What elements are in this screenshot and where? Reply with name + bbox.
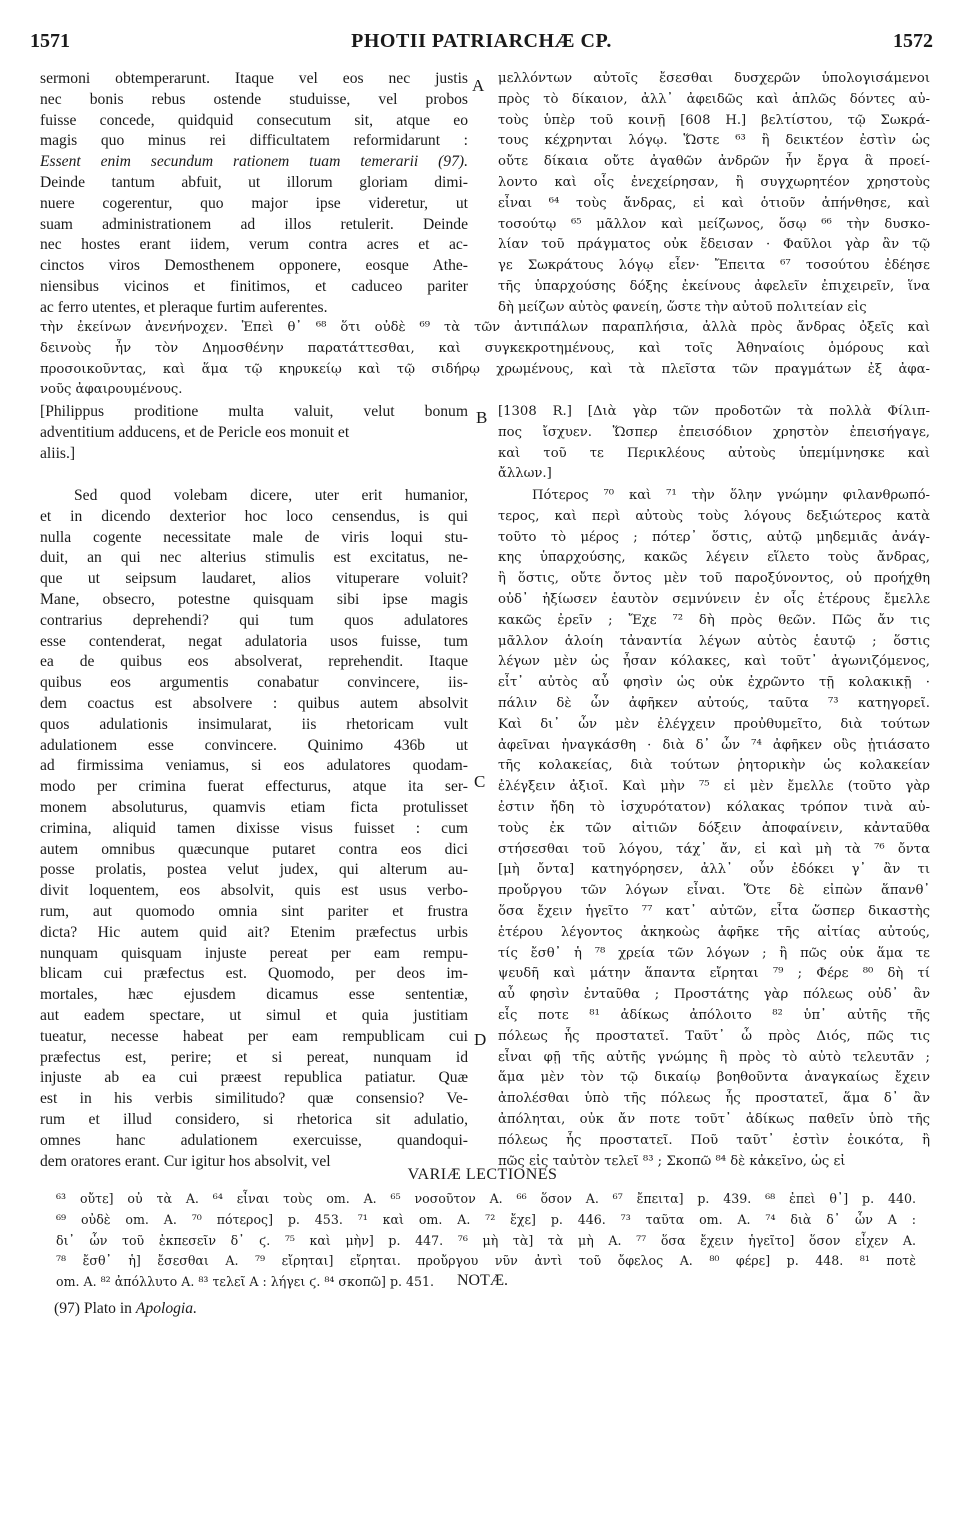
text-line: τοῦτο τὸ μέρος ; πότερ᾽ ὅστις, αὐτῷ μηδεμιᾶς ἀνάγ- (498, 529, 930, 545)
text-line: τίς ἔσθ᾽ ἡ ⁷⁸ χρεία τῶν λόγων ; ἢ πῶς οὐκ ἅμα τε (498, 945, 930, 961)
text-line: Καὶ δι᾽ ὧν μὲν ἐλέγχειν προὐθυμεῖτο, διὰ τούτων (498, 716, 930, 732)
text-line: τους κέχρηνται λόγῳ. Ὥστε ⁶³ ἢ δεικτέον ἐστὶν ὡς (498, 133, 930, 149)
text-line: Essent enim secundum rationem tuam temerarii (97). (40, 153, 468, 171)
text-line: τοὺς ἐκ τῶν αἰτιῶν δόξειν ἀποφαίνειν, κἀνταῦθα (498, 820, 930, 836)
text-line: nunquam quisquam injuste pereat per eam rempu- (40, 944, 468, 962)
text-line: ἀπόληται, οὐκ ἄν ποτε τοῦτ᾽ ἀδίκως παθεῖν ὑπὸ τῆς (498, 1111, 930, 1127)
variant-line: ⁶⁹ οὐδὲ om. A. ⁷⁰ πότερος] p. 453. ⁷¹ καὶ om. A. ⁷² ἔχε] p. 446. ⁷³ ταῦτα om. A. ⁷⁴ διὰ δ᾽ ὧν A : (56, 1211, 916, 1227)
variant-line: δι᾽ ὧν τοῦ ἐκπεσεῖν δ᾽ ϛ. ⁷⁵ καὶ μὴν] p. 447. ⁷⁶ μὴ τὰ] τὰ μὴ A. ⁷⁷ ὅσα ἔχειν ἡγεῖτο] ὅσον εἶχεν A. (56, 1232, 916, 1248)
text-line: autem omnibus quæcunque putaret contra eos dici (40, 840, 468, 858)
greek-full-width (40, 318, 930, 401)
text-line: προὔργου τῶν λόγων εἶναι. Ὅτε δὲ εἰπὼν ἅπανθ᾽ (498, 883, 930, 899)
footnote-work: Apologia. (135, 1300, 197, 1317)
text-line: πόλεως ἧς προστατεῖ. Ποῦ ταῦτ᾽ ἐστὶν ἐοικότα, ἢ (498, 1132, 930, 1148)
latin-column-b (40, 402, 468, 464)
text-line: mortales, hæc ejusdem dicamus esse sententiæ, (40, 986, 468, 1004)
text-line: κακῶς ἐρεῖν ; Ἔχε ⁷² δὴ πρὸς θεῶν. Πῶς ἄν τις (498, 612, 930, 628)
text-line: καὶ τοῦ τε Περικλέους αὐτοὺς ὑπεμίμνησκε καὶ (498, 445, 930, 461)
text-line: τοσούτῳ ⁶⁵ μᾶλλον καὶ μείζωνος, ὅσῳ ⁶⁶ τὴν δυσκο- (498, 216, 930, 232)
text-line: adventitium adducens, et de Pericle eos monuit et (40, 423, 350, 441)
text-line: προσοικοῦντας, καὶ ἅμα τῷ κηρυκείῳ καὶ τῷ σιδήρῳ χρωμένους, καὶ τὰ πλεῖστα τῶν πραγμάτων ἐξ ἀφα- (40, 361, 930, 377)
text-line: omnes hanc adulationem exercuisse, quandoqui- (40, 1131, 468, 1149)
text-line: ἑτέρου λέγοντος ἀκηκοὼς ἀφῆκε τῆς αἰτίας αὐτούς, (498, 924, 930, 940)
text-line: ἄλλων.] (498, 466, 552, 482)
text-line: divit loquentem, eos absolvit, quis est usus verbo- (40, 882, 468, 900)
text-line: λοντο καὶ οἷς ἐνεχείρησαν, ἢ συγχωρητέον χρηστοὺς (498, 174, 930, 190)
margin-marker-d: D (474, 1030, 487, 1049)
text-line: præfectus est, perire; et si pereat, nunquam id (40, 1048, 468, 1066)
text-line: nulla cogente necessitate male de viris loqui stu- (40, 528, 468, 546)
running-title: PHOTII PATRIARCHÆ CP. (351, 30, 612, 52)
text-line: fuisse concede, quidquid consecutum sit, atque eo (40, 111, 468, 129)
text-line: cinctos viros Demosthenem opponere, eosque Athe- (40, 257, 468, 275)
text-line: dem oratores erant. Cur igitur hos absolvit, vel (40, 1152, 331, 1170)
text-line: quibus eos argumentis conabatur convincere, iis- (40, 674, 468, 692)
text-line: contrarius deprehendi? qui tum quos adulatores (40, 611, 468, 629)
text-line: τερος, καὶ περὶ αὐτοὺς τοὺς λόγους δεξιώτερος κατὰ (498, 508, 930, 524)
text-line: ἐλέγξειν ἀξιοῖ. Καὶ μὴν ⁷⁵ εἰ μὲν ἔμελλε (τοῦτο γὰρ (498, 779, 930, 795)
text-line: ea de quibus eos absolverat, reprehendit. Itaque (40, 653, 468, 671)
text-line: οὔτε δίκαια οὔτε ἀγαθῶν ἀνδρῶν ἦν ἔργα ἃ προεί- (498, 154, 930, 170)
text-line: adulationem esse convincere. Quinimo 436b ut (40, 736, 468, 754)
text-line: magis quo minus rei difficultatem reformidarunt : (40, 132, 468, 150)
text-line: dem coactus est absolvere : quibus autem absolvit (40, 694, 468, 712)
text-line: αὖ φησὶν ἐνταῦθα ; Προστάτης γὰρ πόλεως οὐδ᾽ ἂν (498, 987, 930, 1003)
footnote-97 (54, 1300, 197, 1318)
text-line: injuste ab ea cui præest republica patiatur. Quæ (40, 1069, 468, 1087)
text-line: τῆς κολακείας, διὰ τούτων ῥητορικὴν ὡς κολακείαν (498, 758, 930, 774)
text-line: monem absoluturus, quamvis etiam ficta protulisset (40, 798, 468, 816)
text-line: ὅσα ἔχειν ἡγεῖτο ⁷⁷ κατ᾽ αὐτῶν, εἶτα ὥσπερ δικαστὴς (498, 903, 930, 919)
greek-column-main (498, 486, 930, 1172)
latin-column-top (40, 69, 468, 319)
running-header (30, 30, 933, 60)
greek-column-b (498, 402, 930, 485)
text-line: πόλεως ἧς προστατεῖ. Ταῦτ᾽ ὦ πρὸς Διός, πῶς τις (498, 1028, 930, 1044)
text-line: πος ἴσχυεν. Ὥσπερ ἐπεισόδιον χρηστὸν ἐπεισήγαγε, (498, 424, 930, 440)
variant-line: om. A. ⁸² ἀπόλλυτο A. ⁸³ τελεῖ A : λήγει ϛ. ⁸⁴ σκοπῶ] p. 451. (56, 1274, 435, 1290)
text-line: εἶναι ⁶⁴ τοὺς ἄνδρας, εἰ καὶ ὁτιοῦν ἀπήνθησε, καὶ (498, 195, 930, 211)
text-line: ἀφεῖναι ἠναγκάσθη · διὰ δ᾽ ὧν ⁷⁴ ἀφῆκεν οὓς ᾐτιάσατο (498, 737, 930, 753)
text-line: εἶναι φῇ τῆς αὐτῆς γνώμης ἢ πρὸς τὸ αὐτὸ τελευτᾶν ; (498, 1049, 930, 1065)
text-line: blicam cui præfectus est. Quomodo, per deos im- (40, 965, 468, 983)
page-number-right: 1572 (893, 30, 933, 52)
text-line: τῆς ὑπαρχούσης δόξης ἐκείνους ἀφελεῖν ἐπιχειρεῖν, ἵνα (498, 278, 930, 294)
text-line: ἐστιν ἤδη τὸ ἰσχυρότατον) κόλακας τρόπον τινὰ αὐ- (498, 799, 930, 815)
text-line: niensibus vicinos et finitimos, et caduceo pariter (40, 277, 468, 295)
text-line: κης ὑπαρχούσης, κακῶς λέγειν εἵλετο τοὺς ἄνδρας, (498, 550, 930, 566)
text-line: τοὺς ὑπὲρ τοῦ κοινῇ [608 H.] βελτίστου, τῷ Σωκρά- (498, 112, 930, 128)
text-line: dicta? Hic autem quid ait? Etenim præfectus urbis (40, 923, 468, 941)
footnote-number: (97) (54, 1300, 80, 1317)
greek-column-top (498, 69, 930, 319)
text-line: ἀπολέσθαι ὑπὸ τῆς πόλεως ἧς προστατεῖ, ἅμα δ᾽ ἂν (498, 1091, 930, 1107)
variant-line: ⁶³ οὔτε] οὐ τὰ A. ⁶⁴ εἶναι τοὺς om. A. ⁶⁵ νοσοῦτον A. ⁶⁶ ὅσον A. ⁶⁷ ἔπειτα] p. 439. ⁶⁸ ἐπεὶ θ᾽] p. 440. (56, 1191, 916, 1206)
footnote-text: Plato in (83, 1300, 132, 1317)
text-line: Πότερος ⁷⁰ καὶ ⁷¹ τὴν ὅλην γνώμην φιλανθρωπό- (532, 488, 930, 503)
text-line: γε Σωκράτους λόγῳ εἶεν· Ἔπειτα ⁶⁷ τοσούτου ἐδέησε (498, 258, 930, 274)
page-number-left: 1571 (30, 30, 70, 52)
text-line: rum, aut quomodo omnia sint pariter et frustra (40, 902, 468, 920)
text-line: est in his verbis similitudo? quæ consensio? Ve- (40, 1090, 468, 1108)
text-line: Deinde tantum abfuit, ut illorum gloriam dimi- (40, 173, 468, 191)
text-line: et in dicendo dexterior hoc loco censendus, is qui (40, 507, 468, 525)
text-line: λέγων μὲν ὡς ἦσαν κόλακες, καὶ τοῦτ᾽ ἀγωνιζόμενος, (498, 654, 930, 670)
text-line: [1308 R.] [Διὰ γὰρ τῶν προδοτῶν τὰ πολλὰ Φίλιπ- (498, 404, 930, 419)
text-line: ad firmissima veniamus, si eos adulatores quodam- (40, 757, 468, 775)
text-line: ac ferro utentes, et pleraque furtim auferentes. (40, 298, 328, 316)
text-line: πάλιν δὲ ὧν ἀφῆκεν αὐτούς, ταῦτα ⁷³ κατηγορεῖ. (498, 695, 930, 711)
text-line: λίαν τοῦ πράγματος οὐκ ἔδεισαν · Φαῦλοι γὰρ ἂν τῷ (498, 237, 930, 253)
text-line: μελλόντων αὐτοῖς ἔσεσθαι δυσχερῶν ὑπολογισάμενοι (498, 71, 930, 86)
text-line: ἢ ὅστις, οὔτε ὄντος μὲν τοῦ παροξύνοντος, οὐ προήχθη (498, 571, 930, 587)
text-line: aut eadem spectare, ut simul et quia justitiam (40, 1006, 468, 1024)
text-line: τὴν ἐκείνων ἀνενήνοχεν. Ἐπεὶ θ᾽ ⁶⁸ ὅτι οὐδὲ ⁶⁹ τὰ τῶν ἀντιπάλων παραπλήσια, ἀλλὰ πρὸς ἄνδρας ὀξεῖς καὶ (40, 320, 930, 335)
text-line: que ut seipsum laudaret, alios vituperare voluit? (40, 570, 468, 588)
text-line: duit, an qui nec alterius stimulis est excitatus, ne- (40, 549, 468, 567)
text-line: posse prolatis, postea velut judex, qui alterum au- (40, 861, 468, 879)
latin-column-main (40, 486, 468, 1172)
text-line: nuere cogerentur, quo major ipse videretur, ut (40, 194, 468, 212)
text-line: στήσεσθαι τοῦ λόγου, τάχ᾽ ἄν, εἰ καὶ μὴ τὰ ⁷⁶ ὄντα (498, 841, 930, 857)
text-line: [Philippus proditione multa valuit, velut bonum (40, 403, 468, 420)
text-line: εἶτ᾽ αὐτὸς αὖ φησὶν ὡς οὐκ ἐχρῶντο τῇ κολακικῇ · (498, 675, 930, 691)
text-line: πρὸς τὸ δίκαιον, ἀλλ᾽ ἀφειδῶς καὶ ἁπλῶς δόντες αὐ- (498, 91, 930, 107)
text-line: ψευδῆ καὶ μάτην ἅπαντα εἴρηται ⁷⁹ ; Φέρε ⁸⁰ δὴ τί (498, 966, 930, 982)
text-line: εἷς ποτε ⁸¹ ἀδίκως ἀπόλοιτο ⁸² ὑπ᾽ αὐτῆς τῆς (498, 1007, 930, 1023)
margin-marker-a: A (472, 76, 485, 95)
text-line: suam administrationem ad illos retulerit. Deinde (40, 215, 468, 233)
text-line: crimina, aliquid tamen dixisse visus fuisset : cum (40, 819, 468, 837)
text-line: aliis.] (40, 444, 76, 462)
text-line: quos adulationis insimularat, iis rhetoricam vult (40, 715, 468, 733)
text-line: πῶς εἰς ταὐτὸν τελεῖ ⁸³ ; Σκοπῶ ⁸⁴ δὲ κἀκεῖνο, ὡς εἰ (498, 1153, 846, 1169)
text-line: μᾶλλον ἁλοίη τἀναντία λέγων αὐτὸς ἑαυτῷ ; ὅστις (498, 633, 930, 649)
text-line: ἅμα μὲν τὸν τῷ δικαίῳ βοηθοῦντα ἀναγκαίως ἔχειν (498, 1070, 930, 1086)
variae-lectiones-title: VARIÆ LECTIONES (407, 1166, 558, 1183)
margin-marker-c: C (474, 772, 486, 791)
text-line: οὐδ᾽ ἠξίωσεν ἑαυτὸν σεμνύνειν ἐν οἷς ἑτέρους ἔμελλε (498, 591, 930, 607)
text-line: esse contenderat, negat adulatoria usos fuisse, tum (40, 632, 468, 650)
text-line: δὴ μείζων αὐτὸς φανείη, ὥστε τὴν αὐτοῦ πολιτείαν εἰς (498, 299, 867, 315)
text-line: nec hostes erant iidem, verum contra acres et ac- (40, 236, 468, 254)
variant-line: ⁷⁸ ἔσθ᾽ ἡ] ἔσεσθαι A. ⁷⁹ εἴρηται] εἴρηται. προὔργου νῦν ἀντὶ τοῦ ὄφελος A. ⁸⁰ φέρε] p. 448. ⁸¹ ποτὲ (56, 1253, 916, 1269)
text-line: δεινοὺς ἦν τὸν Δημοσθένην παρατάττεσθαι, καὶ συγκεκροτημένους, καὶ τοῖς Ἀθηναίοις ὁμόρους καὶ (40, 340, 930, 356)
text-line: nec bonis rebus ostende studuisse, vel probos (40, 90, 468, 108)
text-line: νοῦς ἀφαιρουμένους. (40, 382, 183, 398)
text-line: tueatur, necesse habeat per eam rempublicam cui (40, 1027, 468, 1045)
text-line: Sed quod volebam dicere, uter erit humanior, (74, 487, 468, 504)
text-line: rum et illud considero, si rhetorica sit adulatio, (40, 1110, 468, 1128)
text-line: [μὴ ὄντα] κατηγόρησεν, ἀλλ᾽ οὖν ἐδόκει γ᾽ ἂν τι (498, 862, 930, 878)
notae-title: NOTÆ. (456, 1272, 509, 1289)
text-line: modo per crimina fuerat effecturus, atque ita ser- (40, 778, 468, 796)
text-line: Mane, obsecro, potestne quisquam sibi ipse magis (40, 590, 468, 608)
text-line: sermoni obtemperarunt. Itaque vel eos nec justis (40, 70, 468, 87)
margin-marker-b: B (476, 408, 488, 427)
